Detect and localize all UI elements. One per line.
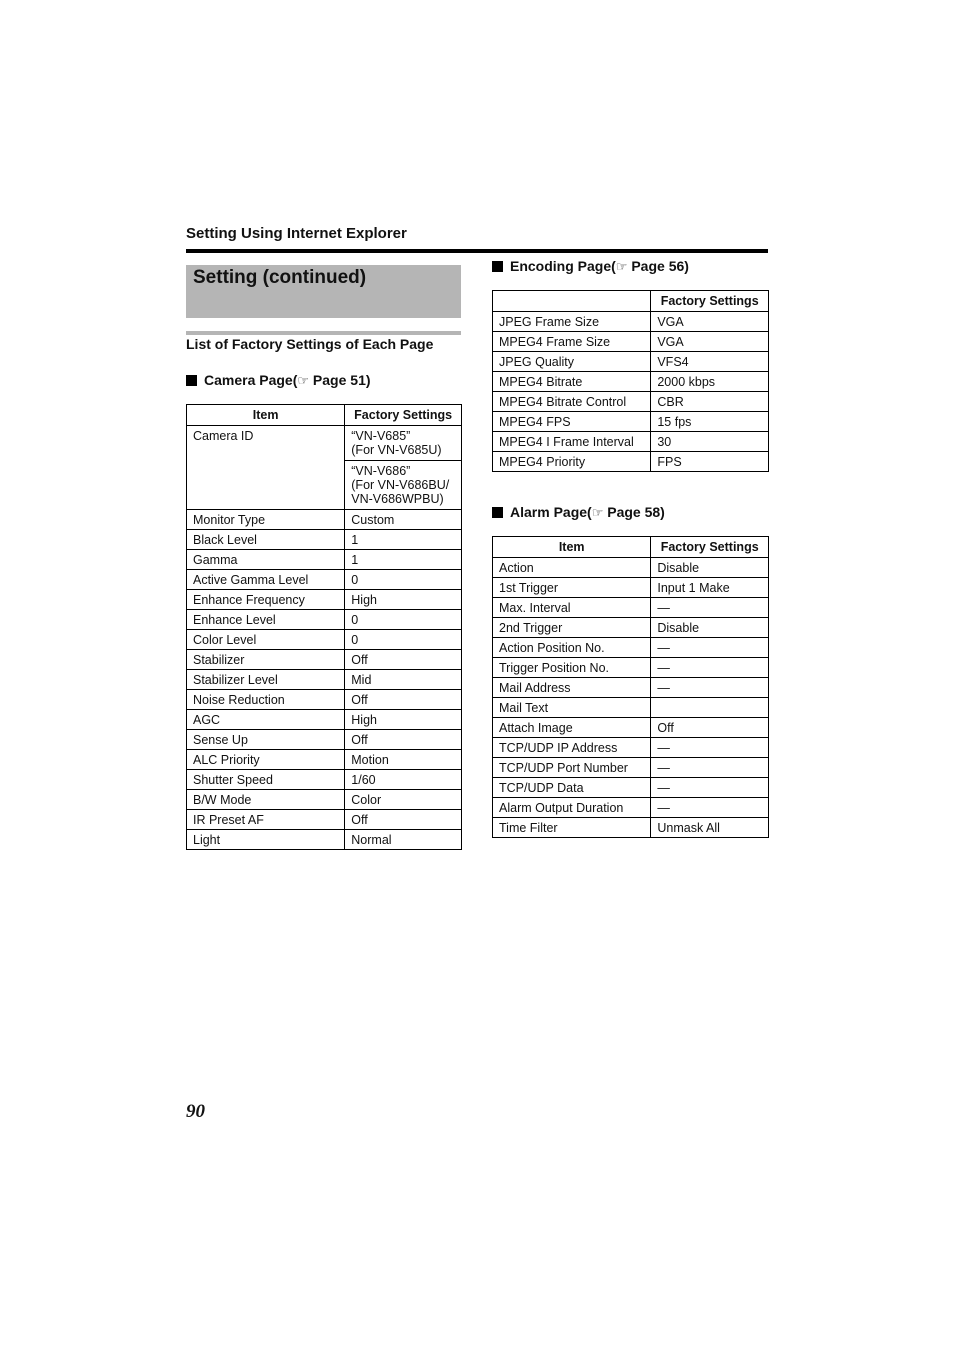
camera-table [186, 404, 462, 850]
table-row [187, 630, 462, 650]
table-row [493, 758, 769, 778]
subtitle: List of Factory Settings of Each Page [186, 336, 434, 352]
value-cell: CBR [651, 392, 769, 412]
item-cell: Time Filter [493, 818, 651, 838]
table-row [187, 730, 462, 750]
item-cell: 2nd Trigger [493, 618, 651, 638]
value-cell: 1 [345, 530, 462, 550]
value-cell: 30 [651, 432, 769, 452]
value-cell: High [345, 710, 462, 730]
value-cell: VFS4 [651, 352, 769, 372]
value-cell: — [651, 778, 769, 798]
item-cell: AGC [187, 710, 345, 730]
table-row [493, 778, 769, 798]
value-cell: 0 [345, 630, 462, 650]
item-cell: Stabilizer Level [187, 670, 345, 690]
item-cell: Trigger Position No. [493, 658, 651, 678]
table-row [187, 830, 462, 850]
item-cell: Enhance Frequency [187, 590, 345, 610]
item-cell: Enhance Level [187, 610, 345, 630]
value-cell: Off [345, 690, 462, 710]
reference-icon: ☞ [297, 373, 310, 388]
column-header-factory-settings: Factory Settings [345, 405, 462, 426]
table-row [493, 738, 769, 758]
value-cell: 1 [345, 550, 462, 570]
table-header-row [187, 405, 462, 426]
table-row [493, 698, 769, 718]
value-cell: FPS [651, 452, 769, 472]
value-cell: Mid [345, 670, 462, 690]
item-cell: Stabilizer [187, 650, 345, 670]
column-header-item [493, 291, 651, 312]
table-row [493, 412, 769, 432]
value-cell: Disable [651, 618, 769, 638]
column-header-item: Item [187, 405, 345, 426]
value-cell: Off [651, 718, 769, 738]
item-cell: Active Gamma Level [187, 570, 345, 590]
table-row [187, 670, 462, 690]
table-row [493, 678, 769, 698]
item-cell: B/W Mode [187, 790, 345, 810]
value-cell: VGA [651, 312, 769, 332]
item-cell: MPEG4 Frame Size [493, 332, 651, 352]
item-cell: Shutter Speed [187, 770, 345, 790]
item-cell: IR Preset AF [187, 810, 345, 830]
section-header: Setting Using Internet Explorer [186, 225, 407, 242]
value-cell: 0 [345, 610, 462, 630]
value-cell: Normal [345, 830, 462, 850]
value-cell: 1/60 [345, 770, 462, 790]
table-row [493, 332, 769, 352]
camera-id-label: Camera ID [187, 426, 345, 510]
value-cell: 0 [345, 570, 462, 590]
table-row [187, 690, 462, 710]
column-header-factory-settings: Factory Settings [651, 291, 769, 312]
table-row [493, 312, 769, 332]
item-cell: MPEG4 FPS [493, 412, 651, 432]
value-cell: Off [345, 730, 462, 750]
item-cell: MPEG4 I Frame Interval [493, 432, 651, 452]
item-cell: Mail Address [493, 678, 651, 698]
table-row [493, 392, 769, 412]
page-title: Setting (continued) [193, 267, 367, 288]
item-cell: 1st Trigger [493, 578, 651, 598]
table-row [187, 710, 462, 730]
value-cell: Custom [345, 510, 462, 530]
column-header-item: Item [493, 537, 651, 558]
item-cell: Mail Text [493, 698, 651, 718]
item-cell: ALC Priority [187, 750, 345, 770]
value-cell: Color [345, 790, 462, 810]
value-cell: Input 1 Make [651, 578, 769, 598]
table-row [493, 818, 769, 838]
item-cell: MPEG4 Bitrate [493, 372, 651, 392]
value-cell: 2000 kbps [651, 372, 769, 392]
square-bullet-icon [186, 375, 197, 386]
table-row [187, 790, 462, 810]
value-cell: Motion [345, 750, 462, 770]
value-cell: Disable [651, 558, 769, 578]
value-cell: — [651, 798, 769, 818]
table-row [493, 798, 769, 818]
table-row [493, 638, 769, 658]
camera-id-value-v686: “VN-V686” (For VN-V686BU/ VN-V686WPBU) [345, 461, 462, 510]
value-cell: — [651, 638, 769, 658]
item-cell: JPEG Frame Size [493, 312, 651, 332]
camera-section-heading: Camera Page(☞ Page 51) [186, 372, 371, 389]
subtitle-rule [186, 331, 461, 335]
table-header-row [493, 537, 769, 558]
value-cell: — [651, 738, 769, 758]
value-cell: — [651, 678, 769, 698]
item-cell: JPEG Quality [493, 352, 651, 372]
encoding-section-heading: Encoding Page(☞ Page 56) [492, 258, 689, 275]
table-row [493, 718, 769, 738]
square-bullet-icon [492, 507, 503, 518]
item-cell: Alarm Output Duration [493, 798, 651, 818]
encoding-table [492, 290, 769, 472]
page-number: 90 [186, 1101, 205, 1122]
table-row [493, 558, 769, 578]
table-row [187, 510, 462, 530]
reference-icon: ☞ [591, 505, 604, 520]
item-cell: TCP/UDP Port Number [493, 758, 651, 778]
value-cell: — [651, 758, 769, 778]
table-header-row [493, 291, 769, 312]
value-cell: Off [345, 810, 462, 830]
item-cell: Max. Interval [493, 598, 651, 618]
value-cell: Unmask All [651, 818, 769, 838]
item-cell: Attach Image [493, 718, 651, 738]
item-cell: Color Level [187, 630, 345, 650]
item-cell: Sense Up [187, 730, 345, 750]
square-bullet-icon [492, 261, 503, 272]
value-cell: VGA [651, 332, 769, 352]
table-row [187, 770, 462, 790]
item-cell: Action Position No. [493, 638, 651, 658]
item-cell: Black Level [187, 530, 345, 550]
item-cell: Noise Reduction [187, 690, 345, 710]
item-cell: Monitor Type [187, 510, 345, 530]
table-row [493, 618, 769, 638]
item-cell: TCP/UDP Data [493, 778, 651, 798]
table-row [187, 570, 462, 590]
column-header-factory-settings: Factory Settings [651, 537, 769, 558]
item-cell: TCP/UDP IP Address [493, 738, 651, 758]
table-row [187, 550, 462, 570]
item-cell: Gamma [187, 550, 345, 570]
table-row [187, 610, 462, 630]
camera-id-value-v685: “VN-V685” (For VN-V685U) [345, 426, 462, 461]
alarm-table [492, 536, 769, 838]
table-row [187, 530, 462, 550]
value-cell: 15 fps [651, 412, 769, 432]
alarm-section-heading: Alarm Page(☞ Page 58) [492, 504, 665, 521]
item-cell: MPEG4 Bitrate Control [493, 392, 651, 412]
reference-icon: ☞ [615, 259, 628, 274]
table-row [493, 372, 769, 392]
title-box [186, 265, 461, 318]
table-row [187, 590, 462, 610]
table-row [187, 750, 462, 770]
table-row [493, 578, 769, 598]
value-cell: High [345, 590, 462, 610]
header-rule [186, 249, 768, 253]
table-row [493, 452, 769, 472]
table-row [493, 598, 769, 618]
value-cell: — [651, 598, 769, 618]
table-row [187, 426, 462, 461]
item-cell: Action [493, 558, 651, 578]
value-cell [651, 698, 769, 718]
table-row [493, 658, 769, 678]
value-cell: Off [345, 650, 462, 670]
table-row [493, 432, 769, 452]
value-cell: — [651, 658, 769, 678]
item-cell: Light [187, 830, 345, 850]
item-cell: MPEG4 Priority [493, 452, 651, 472]
table-row [493, 352, 769, 372]
table-row [187, 810, 462, 830]
table-row [187, 650, 462, 670]
